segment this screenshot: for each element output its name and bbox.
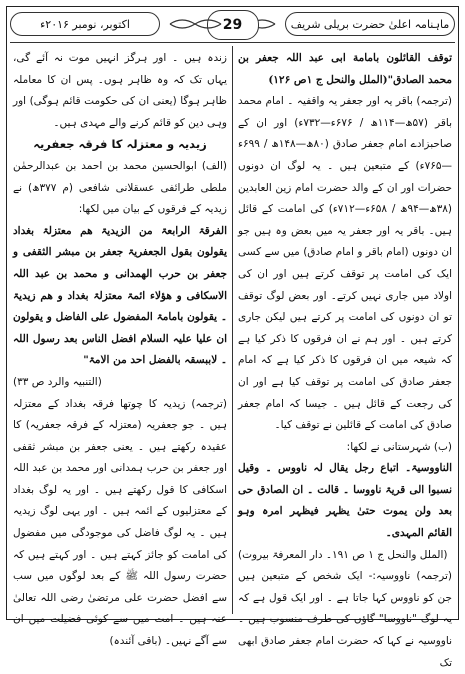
column-divider [232,46,233,614]
paragraph: (الف) ابوالحسین محمد بن احمد بن عبدالرحمٰن ملطی طرائفی عسقلانی شافعی (م ۳۷۷ھ) نے زیدیہ کے فرقوں کے بیان میں لکھا: [13,159,227,216]
right-column [238,48,453,669]
paragraph: (ب) شہرستانی نے لکھا: [346,440,452,453]
paragraph: (ترجمہ) زیدیہ کا چوتھا فرقہ بغداد کے معتزلہ ہیں ۔ جو جعفریہ (معتزلہ کے فرقہ جعفریہ) کا عقیدہ رکھتے ہیں ۔ یعنی جعفر بن مبشر ثقفی اور جعفر بن حرب ہمدانی اور محمد بن عبد اللہ اسکافی کا قول رکھتے ہیں ۔ اور یہ لوگ بغداد کے معتزلیوں کے ائمہ ہیں ۔ اور یہی لوگ زیدیہ ہیں ۔ یہ لوگ فاضل کی موجودگی میں مفضول کی امامت کو جائز کہتے ہیں ۔ اور کہتے ہیں کہ حضرت رسول اللہ ﷺ کے بعد لوگوں میں سب سے افضل حضرت علی مرتضیٰ رضی اللہ تعالیٰ عنہ ہیں ۔ امت میں سے کوئی فضیلت میں ان سے آگے نہیں۔ (باقی آئندہ) [13,397,227,648]
magazine-title-box [285,12,455,36]
section-heading: زیدیہ و معتزلہ کا فرقہ جعفریہ [33,137,207,152]
arabic-quote: توقف القائلون بامامة ابی عبد اللہ جعفر بن محمد الصادق"(الملل والنحل ج ۱ص ۱۲۶) [238,52,452,86]
paragraph: (ترجمہ) باقر یہ اور جعفر یہ واقفیہ ۔ امام محمد باقر (۵۷ھ—۱۱۴ھ / ۶۷۶ء—۷۳۲ء) اور ان کے صاحبزادے امام جعفر صادق (۸۰ھ—۱۴۸ھ / ۶۹۹ء—۷۶۵ء) کے متبعین ہیں ۔ یہ لوگ ان دونوں حضرات اور ان کے والد حضرت امام زین العابدین (۳۸ھ—۹۴ھ / ۶۵۸ء—۷۱۲ء) کی امامت کے قائل ہیں۔ باقر یہ اور جعفر یہ میں بعض وہ ہیں جو ان دونوں (امام باقر و امام صادق) میں سے کسی ایک کی امامت پر توقف کرتے ہیں اور ان کی اولاد میں جاری نہیں کرتے۔ اور بعض لوگ توقف تو ان دونوں کی امامت پر کرتے ہیں لیکن جاری کرتے ہیں ۔ اور ہم نے ان فرقوں کا ذکر کیا ہے کہ شیعہ میں ان فرقوں کا ذکر کیا ہے کہ امام جعفر صادق کی امامت پر توقف کیا ہے اور ان کی رجعت کے قائل ہیں ۔ جیسا کہ امام جعفر صادق کی امامت کے قائلین نے توقف کیا۔ [238,95,453,432]
arabic-quote: الفرقۃ الرابعۃ من الزیدیۃ ھم معتزلۃ بغداد یقولون بقول الجعفریۃ جعفر بن مبشر الثقفی و جعفر بن حرب الھمدانی و محمد بن عبد اللہ الاسکافی و ھؤلاء ائمۃ معتزلۃ بغداد و ھم زیدیۃ ۔ یقولون بامامۃ المفضول علی الفاضل و یقولون ان علیا علیہ السلام افضل الناس بعد رسول اللہ ۔ لاببسقہ بالفضل احد من الامۃ" [13,224,227,367]
page-header [10,10,455,40]
paragraph: زندہ ہیں ۔ اور ہرگز انہیں موت نہ آئے گی، یہاں تک کہ وہ ظاہر ہوں۔ پس ان کا معاملہ ظاہر ہوگا (یعنی ان کی حکومت قائم ہوگی) اور وہی دین کو قائم کرنے والے مہدی ہیں۔ [13,52,227,129]
citation: (التنبیہ والرد ص ۳۳) [13,375,102,388]
issue-date-box [10,12,160,36]
arabic-quote: الناووسیۃ۔ اتباع رجل یقال لہ ناووس ۔ وقیل نسبوا الی قریۃ ناووسا ۔ قالت ۔ ان الصادق حی بعد ولن یموت حتیٰ یظہر فیظہر امرہ وہو القائم المہدی۔ [238,462,452,540]
left-column [13,48,227,648]
header-rule [10,42,455,43]
paragraph: (ترجمہ) ناووسیہ:- ایک شخص کے متبعین ہیں جن کو ناووس کہا جاتا ہے ۔ اور ایک قول ہے کہ یہ لوگ "ناووسا" گاؤں کی طرف منسوب ہیں ۔ ناووسیہ نے کہا کہ حضرت امام جعفر صادق ابھی تک [238,570,452,669]
magazine-title: ماہنامہ اعلیٰ حضرت بریلی شریف [290,17,450,31]
issue-date: اکتوبر، نومبر ۲۰۱۶ء [40,17,130,31]
citation: (الملل والنحل ج ۱ ص ۱۹۱۔ دار المعرفۃ بیروت) [238,548,448,561]
page-number-text: 29 [222,17,243,33]
ornament-icon [168,16,223,32]
